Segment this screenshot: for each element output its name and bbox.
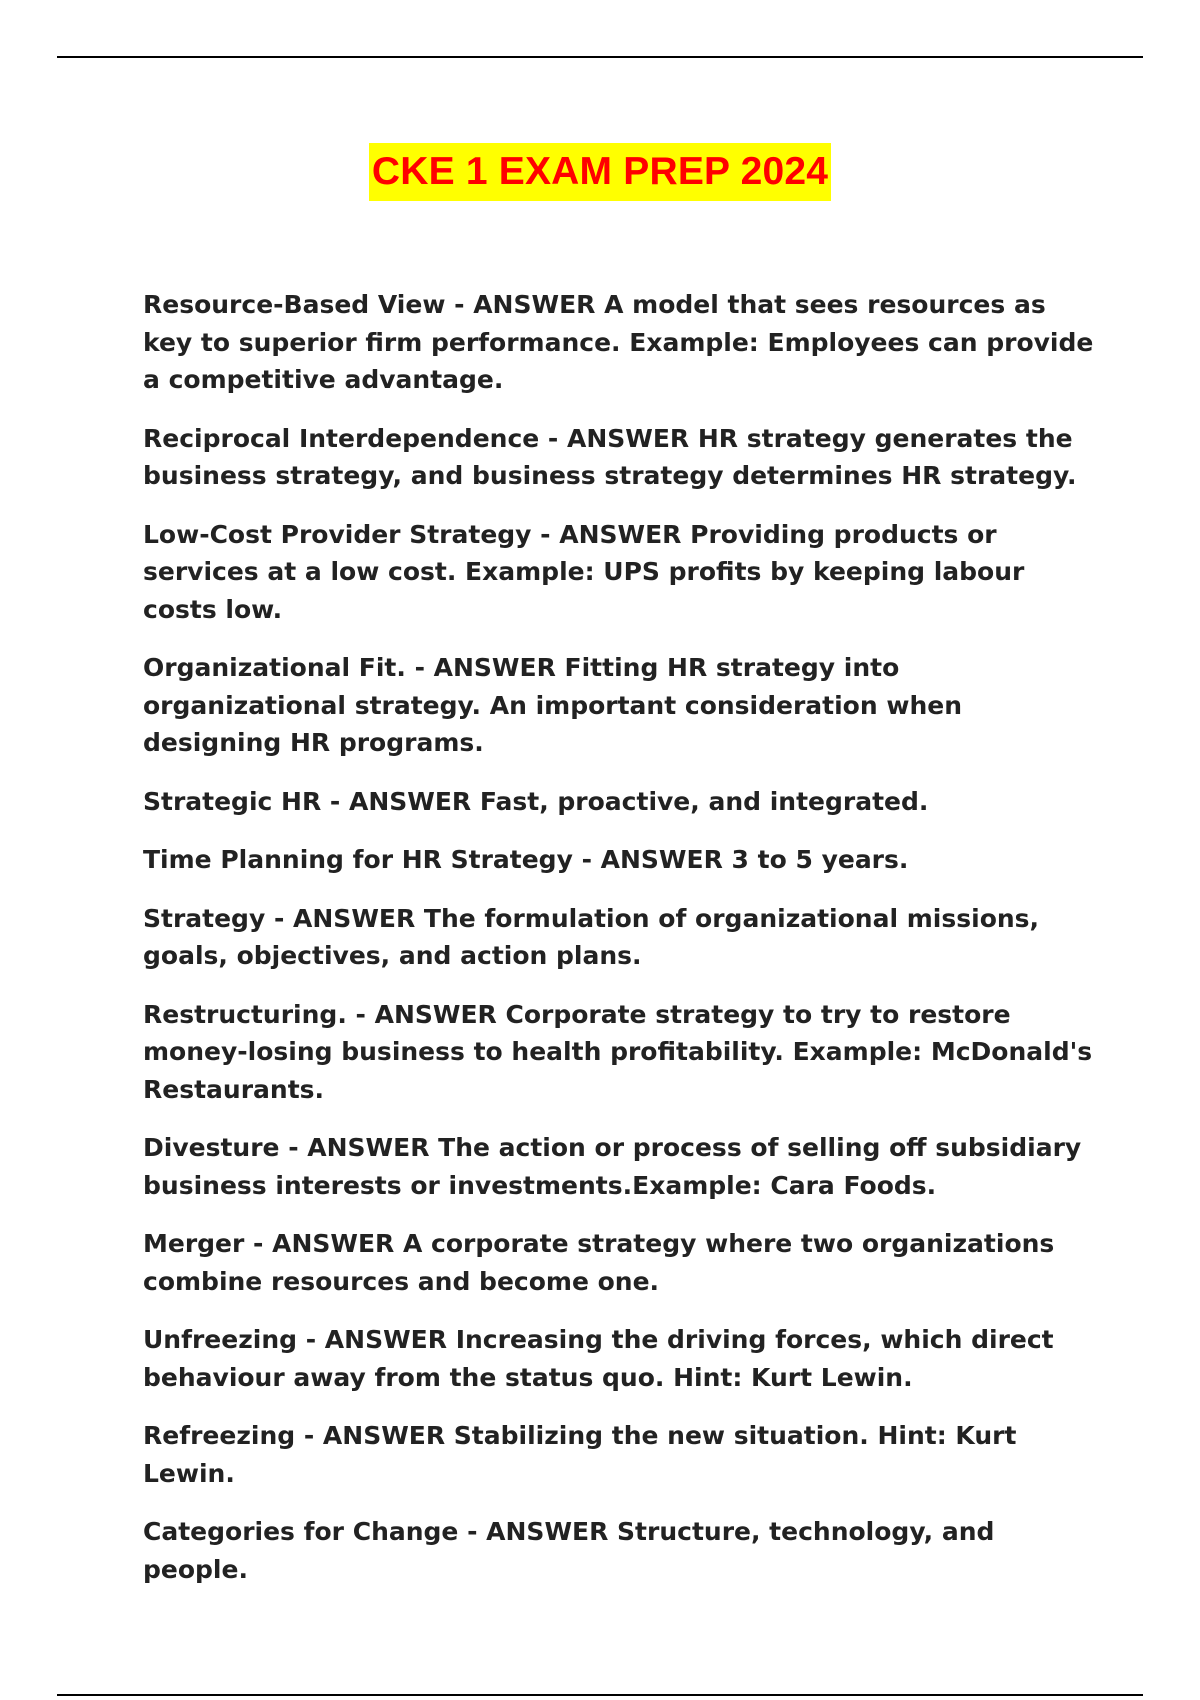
qa-entry: Categories for Change - ANSWER Structure, technology, and people.	[143, 1517, 995, 1584]
bottom-divider	[57, 1694, 1143, 1696]
title-container	[0, 143, 1200, 201]
qa-entry: Reciprocal Interdependence - ANSWER HR strategy generates the business strategy, and business strategy determines HR strategy.	[143, 423, 1077, 490]
qa-entry: Strategy - ANSWER The formulation of organizational missions, goals, objectives, and action plans.	[143, 903, 1040, 970]
qa-entry: Resource-Based View - ANSWER A model that sees resources as key to superior firm performance. Example: Employees can provide a competitive advantage.	[143, 290, 1094, 394]
qa-entry: Divesture - ANSWER The action or process of selling off subsidiary business interests or investments.Example: Cara Foods.	[143, 1133, 1082, 1200]
qa-entry: Merger - ANSWER A corporate strategy where two organizations combine resources and become one.	[143, 1229, 1055, 1296]
qa-entry: Strategic HR - ANSWER Fast, proactive, and integrated.	[143, 786, 929, 816]
qa-entry: Refreezing - ANSWER Stabilizing the new situation. Hint: Kurt Lewin.	[143, 1421, 1017, 1488]
qa-entry: Organizational Fit. - ANSWER Fitting HR strategy into organizational strategy. An important consideration when designing HR programs.	[143, 653, 963, 757]
qa-entry: Unfreezing - ANSWER Increasing the driving forces, which direct behaviour away from the status quo. Hint: Kurt Lewin.	[143, 1325, 1054, 1392]
top-divider	[57, 56, 1143, 58]
qa-entry: Restructuring. - ANSWER Corporate strategy to try to restore money-losing business to health profitability. Example: McDonald's Restaurants.	[143, 999, 1093, 1104]
qa-entry: Low-Cost Provider Strategy - ANSWER Providing products or services at a low cost. Example: UPS profits by keeping labour costs low.	[143, 519, 1025, 624]
qa-list	[143, 286, 1103, 1609]
document-title: CKE 1 EXAM PREP 2024	[369, 143, 831, 201]
qa-entry: Time Planning for HR Strategy - ANSWER 3 to 5 years.	[143, 845, 909, 874]
